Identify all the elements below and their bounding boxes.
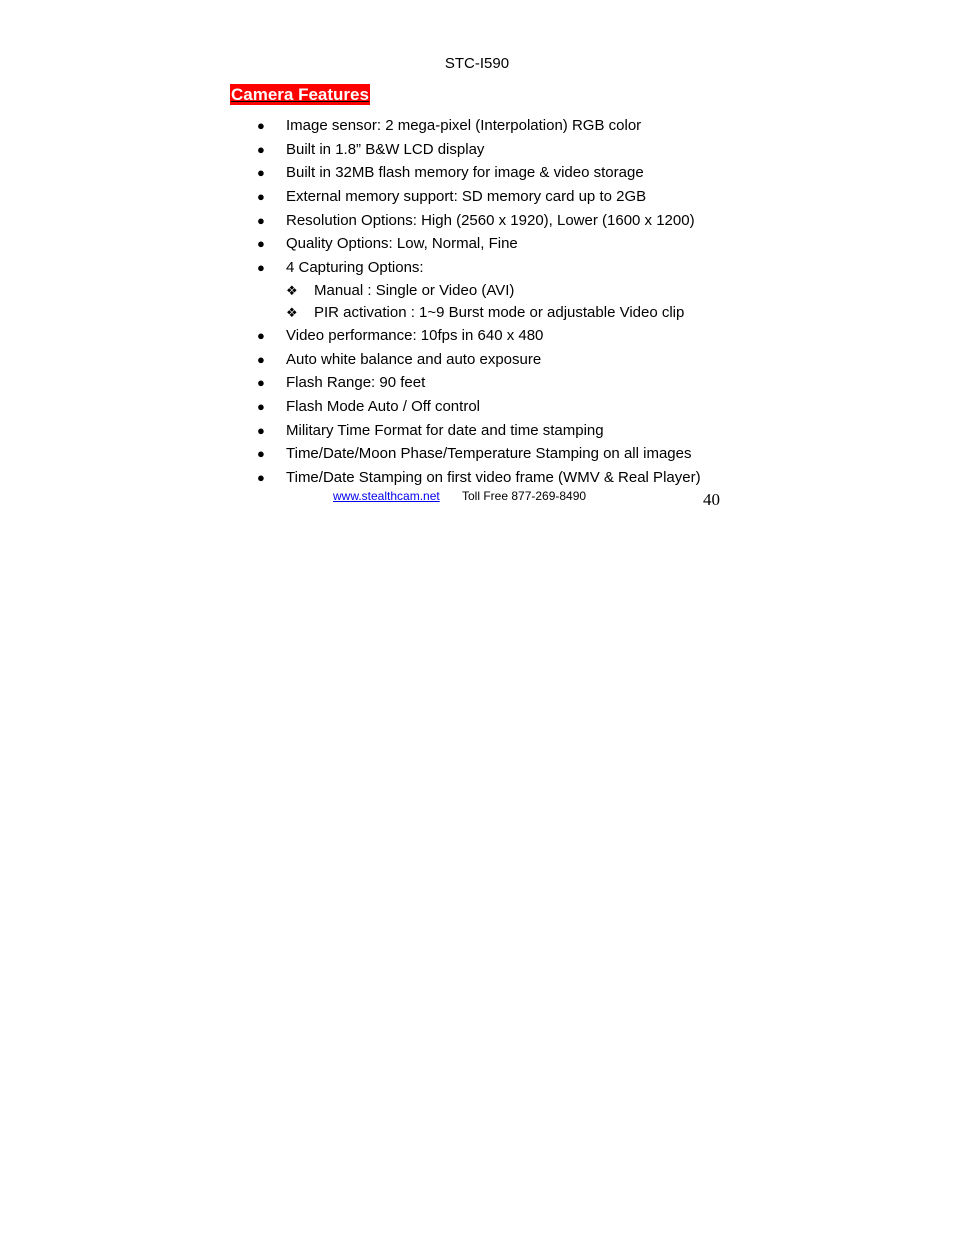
feature-text: Time/Date Stamping on first video frame (WMV & Real Player) — [286, 468, 701, 486]
toll-free-number: Toll Free 877-269-8490 — [462, 489, 587, 503]
feature-item — [0, 138, 954, 162]
feature-item — [0, 442, 954, 466]
feature-item — [0, 114, 954, 138]
feature-item — [0, 185, 954, 209]
feature-item — [0, 209, 954, 233]
feature-item — [0, 395, 954, 419]
feature-text: Video performance: 10fps in 640 x 480 — [286, 326, 544, 344]
page-footer — [0, 489, 954, 513]
feature-item — [0, 256, 954, 280]
bullet-icon: ● — [257, 351, 265, 367]
diamond-bullet-icon: ❖ — [286, 282, 298, 298]
feature-item — [0, 466, 954, 490]
feature-text: Flash Mode Auto / Off control — [286, 397, 480, 415]
capture-option-text: PIR activation : 1~9 Burst mode or adjustable Video clip — [314, 303, 685, 321]
feature-item — [0, 371, 954, 395]
feature-text: Quality Options: Low, Normal, Fine — [286, 235, 518, 253]
bullet-icon: ● — [257, 141, 265, 157]
diamond-bullet-icon: ❖ — [286, 304, 298, 320]
bullet-icon: ● — [257, 212, 265, 228]
feature-list — [0, 114, 954, 490]
feature-text: Time/Date/Moon Phase/Temperature Stamping on all images — [286, 445, 692, 463]
feature-item — [0, 348, 954, 372]
feature-text: Built in 1.8” B&W LCD display — [286, 140, 485, 158]
bullet-icon: ● — [257, 469, 265, 485]
bullet-icon: ● — [257, 236, 265, 252]
feature-item — [0, 324, 954, 348]
feature-text: Image sensor: 2 mega-pixel (Interpolation) RGB color — [286, 117, 642, 134]
feature-text: External memory support: SD memory card up to 2GB — [286, 188, 647, 206]
bullet-icon: ● — [257, 375, 265, 391]
bullet-icon: ● — [257, 260, 265, 276]
document-header — [0, 55, 954, 73]
bullet-icon: ● — [257, 398, 265, 414]
bullet-icon: ● — [257, 189, 265, 205]
model-number: STC-I590 — [444, 55, 510, 72]
capture-option-text: Manual : Single or Video (AVI) — [314, 281, 515, 299]
bullet-icon: ● — [257, 118, 265, 133]
capture-option-item — [0, 280, 954, 302]
bullet-icon: ● — [257, 327, 265, 343]
feature-item — [0, 161, 954, 185]
feature-text: 4 Capturing Options: — [286, 259, 424, 277]
bullet-icon: ● — [257, 422, 265, 438]
feature-text: Flash Range: 90 feet — [286, 374, 426, 392]
feature-item — [0, 419, 954, 443]
website-link[interactable]: www.stealthcam.net — [333, 489, 440, 503]
feature-text: Auto white balance and auto exposure — [286, 350, 542, 368]
feature-text: Resolution Options: High (2560 x 1920), Lower (1600 x 1200) — [286, 211, 695, 229]
bullet-icon: ● — [257, 165, 265, 181]
section-title: Camera Features — [231, 85, 369, 104]
bullet-icon: ● — [257, 446, 265, 462]
feature-item — [0, 232, 954, 256]
feature-text: Military Time Format for date and time stamping — [286, 421, 604, 439]
feature-text: Built in 32MB flash memory for image & video storage — [286, 164, 644, 182]
capture-option-item — [0, 302, 954, 324]
page-number: 40 — [703, 490, 720, 509]
